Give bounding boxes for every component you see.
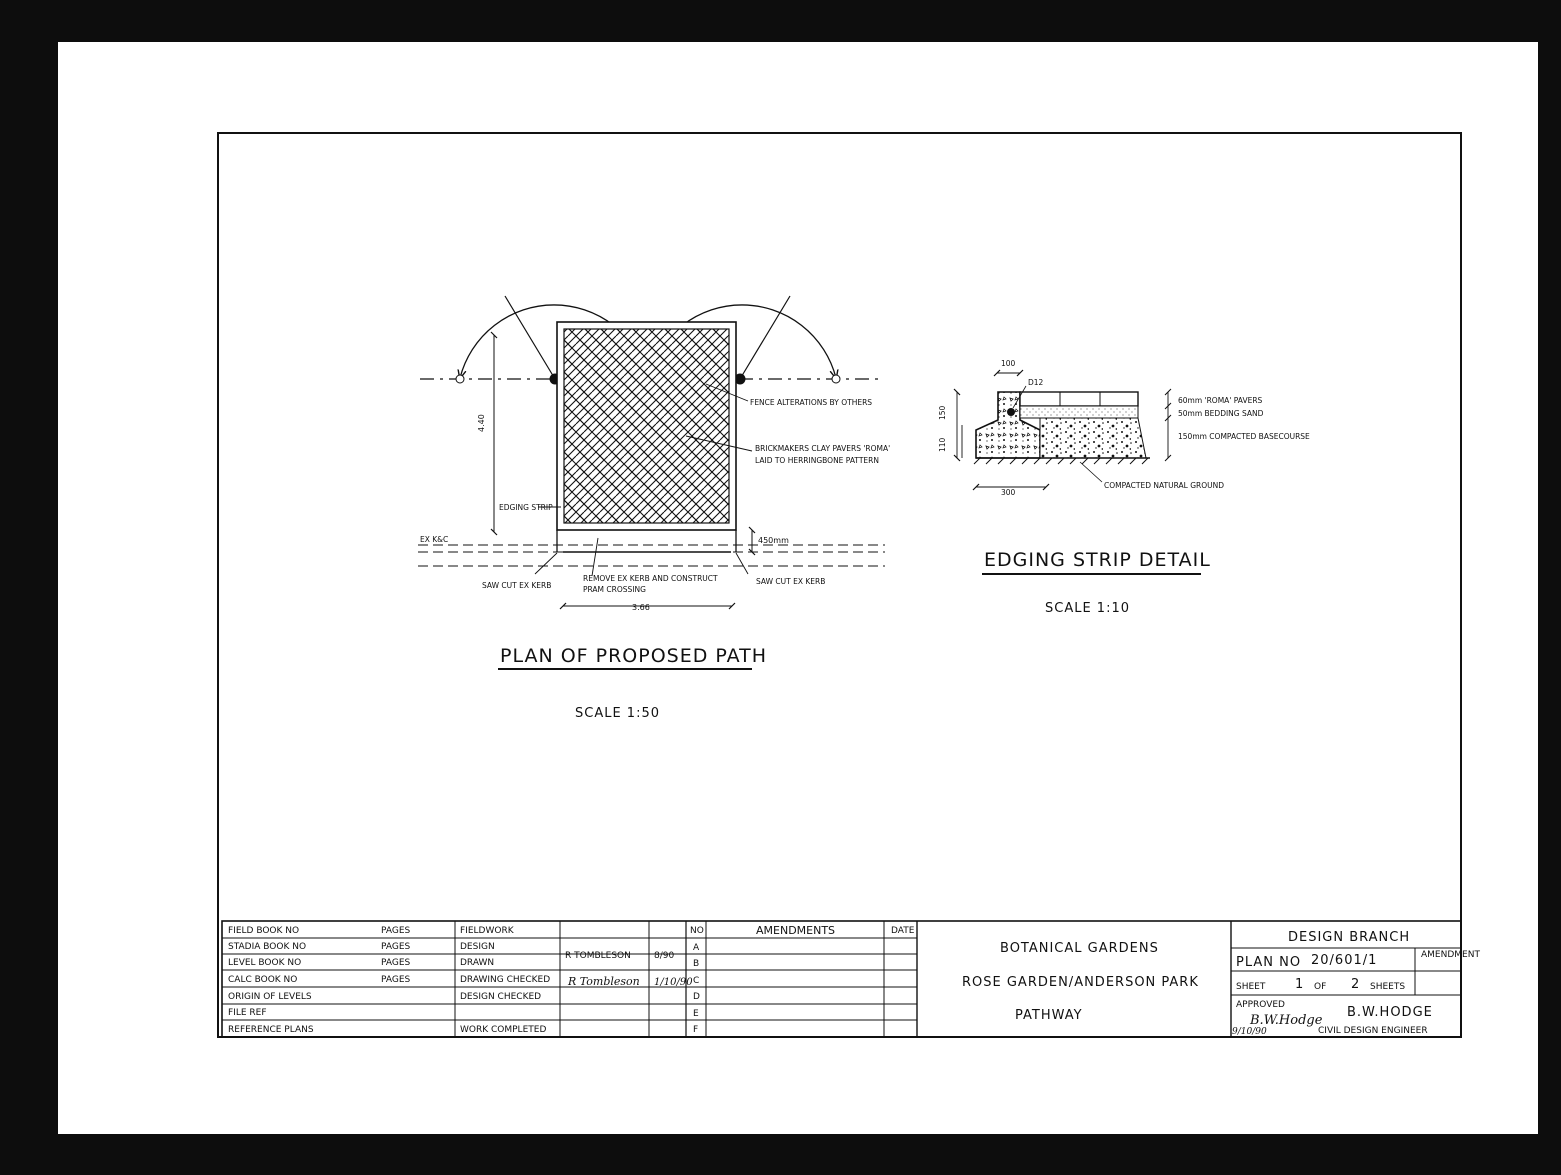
edging-detail bbox=[938, 359, 1310, 616]
approved-date: 9/10/90 bbox=[1232, 1027, 1267, 1037]
dim-bar: D12 bbox=[1028, 378, 1044, 387]
dim-offset: 450mm bbox=[758, 536, 789, 545]
project-title bbox=[962, 941, 1199, 1023]
row-1-label: FIELD BOOK NO bbox=[228, 926, 300, 936]
plan-view bbox=[418, 296, 890, 721]
label-ground: COMPACTED NATURAL GROUND bbox=[1104, 481, 1224, 490]
basecourse-layer bbox=[1040, 418, 1146, 458]
plan-no-label: PLAN NO bbox=[1236, 955, 1302, 970]
label-ex-kc: EX K&C bbox=[420, 535, 449, 544]
plan-no: 20/601/1 bbox=[1311, 953, 1378, 968]
label-saw-cut-left: SAW CUT EX KERB bbox=[482, 581, 552, 590]
detail-scale: SCALE 1:10 bbox=[1045, 601, 1131, 616]
label-remove-1: REMOVE EX KERB AND CONSTRUCT bbox=[583, 574, 718, 583]
project-line-2: ROSE GARDEN/ANDERSON PARK bbox=[962, 975, 1199, 990]
row-2-label: STADIA BOOK NO bbox=[228, 942, 307, 952]
row-1-pages: PAGES bbox=[381, 926, 411, 936]
dim-150: 150 bbox=[938, 405, 947, 420]
label-pavers-2: LAID TO HERRINGBONE PATTERN bbox=[755, 456, 879, 465]
row-6-label: FILE REF bbox=[228, 1008, 267, 1018]
dim-width: 3.66 bbox=[632, 603, 650, 612]
row-3-label: LEVEL BOOK NO bbox=[228, 958, 302, 968]
label-pavers-1: BRICKMAKERS CLAY PAVERS 'ROMA' bbox=[755, 444, 891, 453]
label-saw-cut-right: SAW CUT EX KERB bbox=[756, 577, 826, 586]
row-2-pages: PAGES bbox=[381, 942, 411, 952]
row-4-pages: PAGES bbox=[381, 975, 411, 985]
label-pavers-detail: 60mm 'ROMA' PAVERS bbox=[1178, 396, 1263, 405]
row-4-signature: R Tombleson bbox=[568, 975, 640, 988]
row-1-task: FIELDWORK bbox=[460, 926, 514, 936]
sheet-label: SHEET bbox=[1236, 982, 1266, 992]
pavers-layer bbox=[1020, 392, 1138, 406]
amendment-label: AMENDMENT bbox=[1421, 950, 1480, 960]
row-4-label: CALC BOOK NO bbox=[228, 975, 298, 985]
row-2-date: 8/90 bbox=[654, 951, 675, 961]
title-block-rows bbox=[228, 926, 693, 1035]
label-sand: 50mm BEDDING SAND bbox=[1178, 409, 1264, 418]
of-label: OF bbox=[1314, 982, 1327, 992]
label-basecourse: 150mm COMPACTED BASECOURSE bbox=[1178, 432, 1310, 441]
approved-signature: B.W.Hodge bbox=[1250, 1013, 1323, 1028]
dim-110: 110 bbox=[938, 437, 947, 452]
detail-title: EDGING STRIP DETAIL bbox=[984, 549, 1211, 571]
amend-d: D bbox=[693, 992, 700, 1002]
ground-hatch bbox=[974, 458, 1148, 464]
amend-c: C bbox=[693, 976, 700, 986]
amend-header: AMENDMENTS bbox=[756, 924, 836, 937]
row-3-task: DRAWN bbox=[460, 958, 495, 968]
sheet-total: 2 bbox=[1351, 977, 1361, 992]
label-edging: EDGING STRIP bbox=[499, 503, 553, 512]
amend-date-header: DATE bbox=[891, 926, 915, 936]
row-5-label: ORIGIN OF LEVELS bbox=[228, 992, 312, 1002]
row-3-pages: PAGES bbox=[381, 958, 411, 968]
plan-title: PLAN OF PROPOSED PATH bbox=[500, 645, 768, 667]
project-line-3: PATHWAY bbox=[1015, 1008, 1083, 1023]
amend-a: A bbox=[693, 943, 700, 953]
drawing-frame bbox=[218, 133, 1461, 1037]
sheets-label: SHEETS bbox=[1370, 982, 1406, 992]
design-branch: DESIGN BRANCH bbox=[1288, 930, 1411, 945]
row-2-task: DESIGN bbox=[460, 942, 495, 952]
label-fence: FENCE ALTERATIONS BY OTHERS bbox=[750, 398, 873, 407]
engineer-name: B.W.HODGE bbox=[1347, 1005, 1433, 1020]
gate-leaf-right bbox=[740, 296, 790, 379]
engineer-title: CIVIL DESIGN ENGINEER bbox=[1318, 1026, 1428, 1036]
row-5-task: DESIGN CHECKED bbox=[460, 992, 542, 1002]
project-line-1: BOTANICAL GARDENS bbox=[1000, 941, 1159, 956]
dim-top: 100 bbox=[1001, 359, 1016, 368]
approved-label: APPROVED bbox=[1236, 1000, 1285, 1010]
dim-length: 4.40 bbox=[477, 414, 486, 432]
dim-300: 300 bbox=[1001, 488, 1016, 497]
row-4-task: DRAWING CHECKED bbox=[460, 975, 551, 985]
label-remove-2: PRAM CROSSING bbox=[583, 585, 646, 594]
row-4-date: 1/10/90 bbox=[654, 977, 693, 988]
reinforcing-bar bbox=[1007, 408, 1015, 416]
amend-f: F bbox=[693, 1025, 699, 1035]
sand-layer bbox=[1020, 406, 1138, 418]
amend-no-header: NO bbox=[690, 926, 704, 936]
row-2-name: R TOMBLESON bbox=[565, 951, 631, 961]
amend-e: E bbox=[693, 1009, 699, 1019]
amend-b: B bbox=[693, 959, 700, 969]
row-7-label: REFERENCE PLANS bbox=[228, 1025, 314, 1035]
plan-scale: SCALE 1:50 bbox=[575, 706, 661, 721]
sheet-no: 1 bbox=[1295, 977, 1305, 992]
row-7-task: WORK COMPLETED bbox=[460, 1025, 547, 1035]
amendments-table bbox=[690, 924, 915, 1035]
herringbone-paving bbox=[564, 329, 729, 523]
plan-info bbox=[1232, 930, 1480, 1037]
